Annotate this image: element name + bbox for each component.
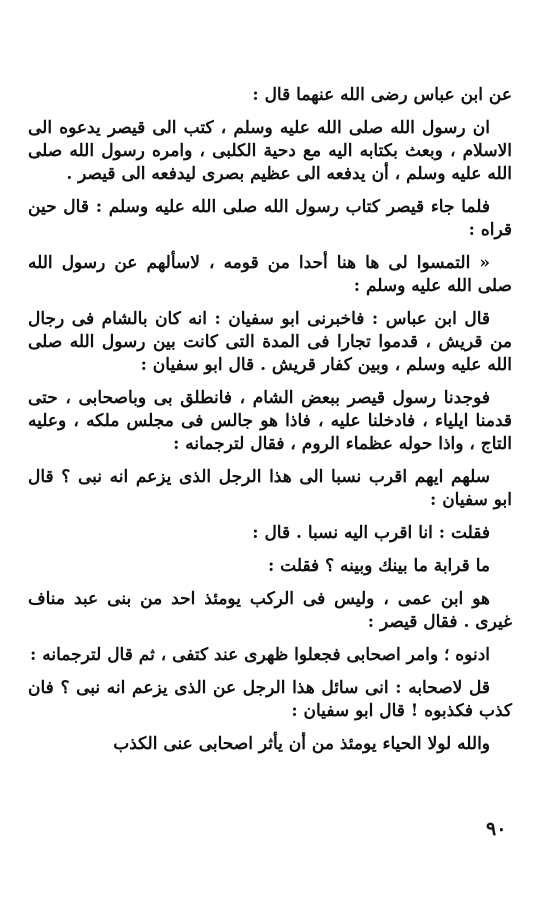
page-number: ٩٠ (486, 818, 507, 840)
paragraph-10: هو ابن عمى ، وليس فى الركب يومئذ احد من بنى عبد مناف غيرى . فقال قيصر : (28, 589, 512, 632)
paragraph-8: فقلت : انا اقرب اليه نسبا . قال : (252, 523, 490, 543)
arabic-text-block (28, 84, 512, 766)
paragraph-12: قل لاصحابه : انى سائل هذا الرجل عن الذى يزعم انه نبى ؟ فان كذب فكذبوه ! قال ابو سفيان : (28, 678, 512, 721)
paragraph-7: سلهم ايهم اقرب نسبا الى هذا الرجل الذى يزعم انه نبى ؟ قال ابو سفيان : (28, 467, 512, 510)
paragraph-4: « التمسوا لى ها هنا أحدا من قومه ، لاسألهم عن رسول الله صلى الله عليه وسلم : (28, 253, 512, 296)
paragraph-2: ان رسول الله صلى الله عليه وسلم ، كتب الى قيصر يدعوه الى الاسلام ، وبعث بكتابه اليه مع دحية الكلبى ، وامره رسول الله صلى الله عليه وسلم ، أن يدفعه الى عظيم بصرى ليدفعه الى قيصر . (28, 118, 512, 184)
paragraph-11: ادنوه ؛ وامر اصحابى فجعلوا ظهرى عند كتفى ، ثم قال لترجمانه : (30, 645, 490, 665)
paragraph-13: والله لولا الحياء يومئذ من أن يأثر اصحابى عنى الكذب (113, 734, 490, 754)
paragraph-9: ما قرابة ما بينك وبينه ؟ فقلت : (267, 556, 490, 576)
paragraph-6: فوجدنا رسول قيصر ببعض الشام ، فانطلق بى وباصحابى ، حتى قدمنا ايلياء ، فادخلنا عليه ، فاذا هو جالس فى مجلس ملكه ، وعليه التاج ، واذا حوله عظماء الروم ، فقال لترجمانه : (28, 388, 512, 454)
paragraph-3: فلما جاء قيصر كتاب رسول الله صلى الله عليه وسلم : قال حين قراه : (28, 197, 512, 240)
paragraph-1: عن ابن عباس رضى الله عنهما قال : (252, 85, 512, 105)
paragraph-5: قال ابن عباس : فاخبرنى ابو سفيان : انه كان بالشام فى رجال من قريش ، قدموا تجارا فى المدة التى كانت بين رسول الله صلى الله عليه وسلم ، وبين كفار قريش . قال ابو سفيان : (28, 309, 512, 375)
